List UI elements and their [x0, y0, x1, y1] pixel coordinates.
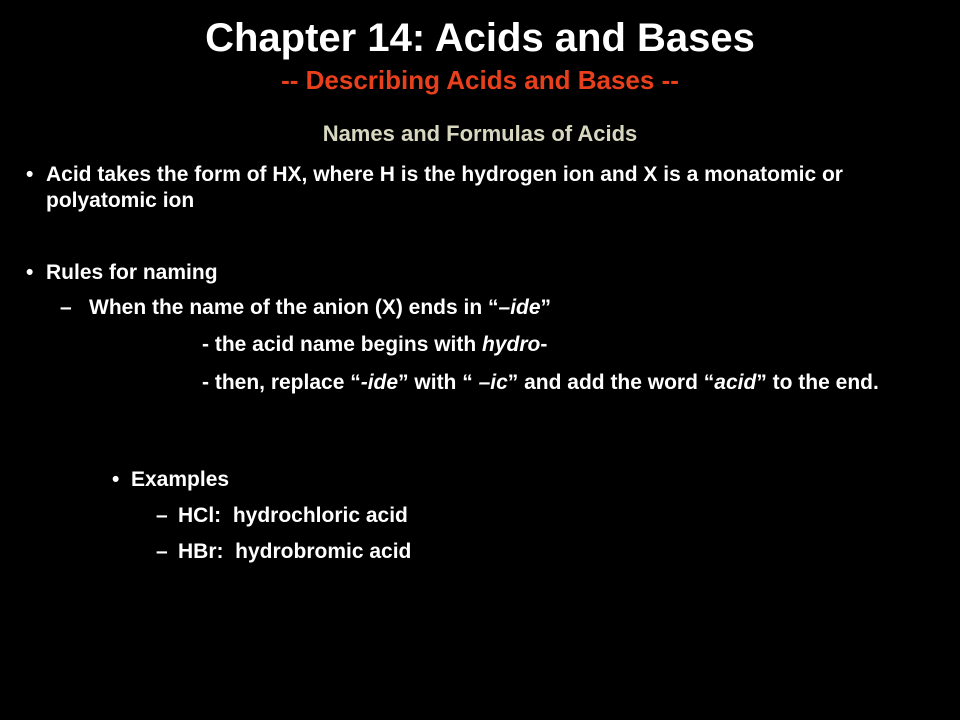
bullet-marker: •: [26, 261, 34, 284]
example-marker: –: [156, 540, 168, 563]
step2-ic-term: –ic: [478, 371, 508, 394]
step2-ide-term: -ide: [360, 371, 399, 394]
section-heading: Names and Formulas of Acids: [322, 121, 638, 146]
example-marker: –: [156, 504, 168, 527]
rule-close-quote: ”: [540, 296, 552, 319]
step2-acid-term: acid: [714, 371, 757, 394]
step1-text: - the acid name begins with: [202, 333, 483, 356]
step1-hydro-term: hydro: [482, 333, 541, 356]
rule-ide-ending: [89, 295, 551, 321]
step2-text-e: ” and add the word “: [507, 371, 715, 394]
step-replace-ide: [202, 370, 942, 396]
bullet-marker: •: [26, 163, 34, 186]
examples-label: Examples: [131, 468, 230, 491]
slide-title: Chapter 14: Acids and Bases: [205, 16, 755, 60]
step2-text-g: ” to the end.: [756, 371, 879, 394]
example-hbr: HBr: hydrobromic acid: [178, 540, 412, 563]
step1-suffix: -: [540, 333, 548, 356]
sub-bullet-marker: –: [60, 296, 72, 319]
step2-text-a: - then, replace “: [202, 371, 361, 394]
examples-marker: •: [112, 468, 120, 491]
example-hcl: HCl: hydrochloric acid: [178, 504, 408, 527]
bullet-rules-for-naming: Rules for naming: [46, 261, 218, 284]
rule-ide-term: –ide: [498, 296, 541, 319]
slide-subtitle: -- Describing Acids and Bases --: [281, 65, 679, 95]
step2-text-c: ” with “: [398, 371, 479, 394]
bullet-acid-form: Acid takes the form of HX, where H is the hydrogen ion and X is a monatomic or polyatomic ion: [46, 163, 843, 212]
rule-text: When the name of the anion (X) ends in “: [89, 296, 499, 319]
step-hydro-prefix: [202, 332, 547, 358]
